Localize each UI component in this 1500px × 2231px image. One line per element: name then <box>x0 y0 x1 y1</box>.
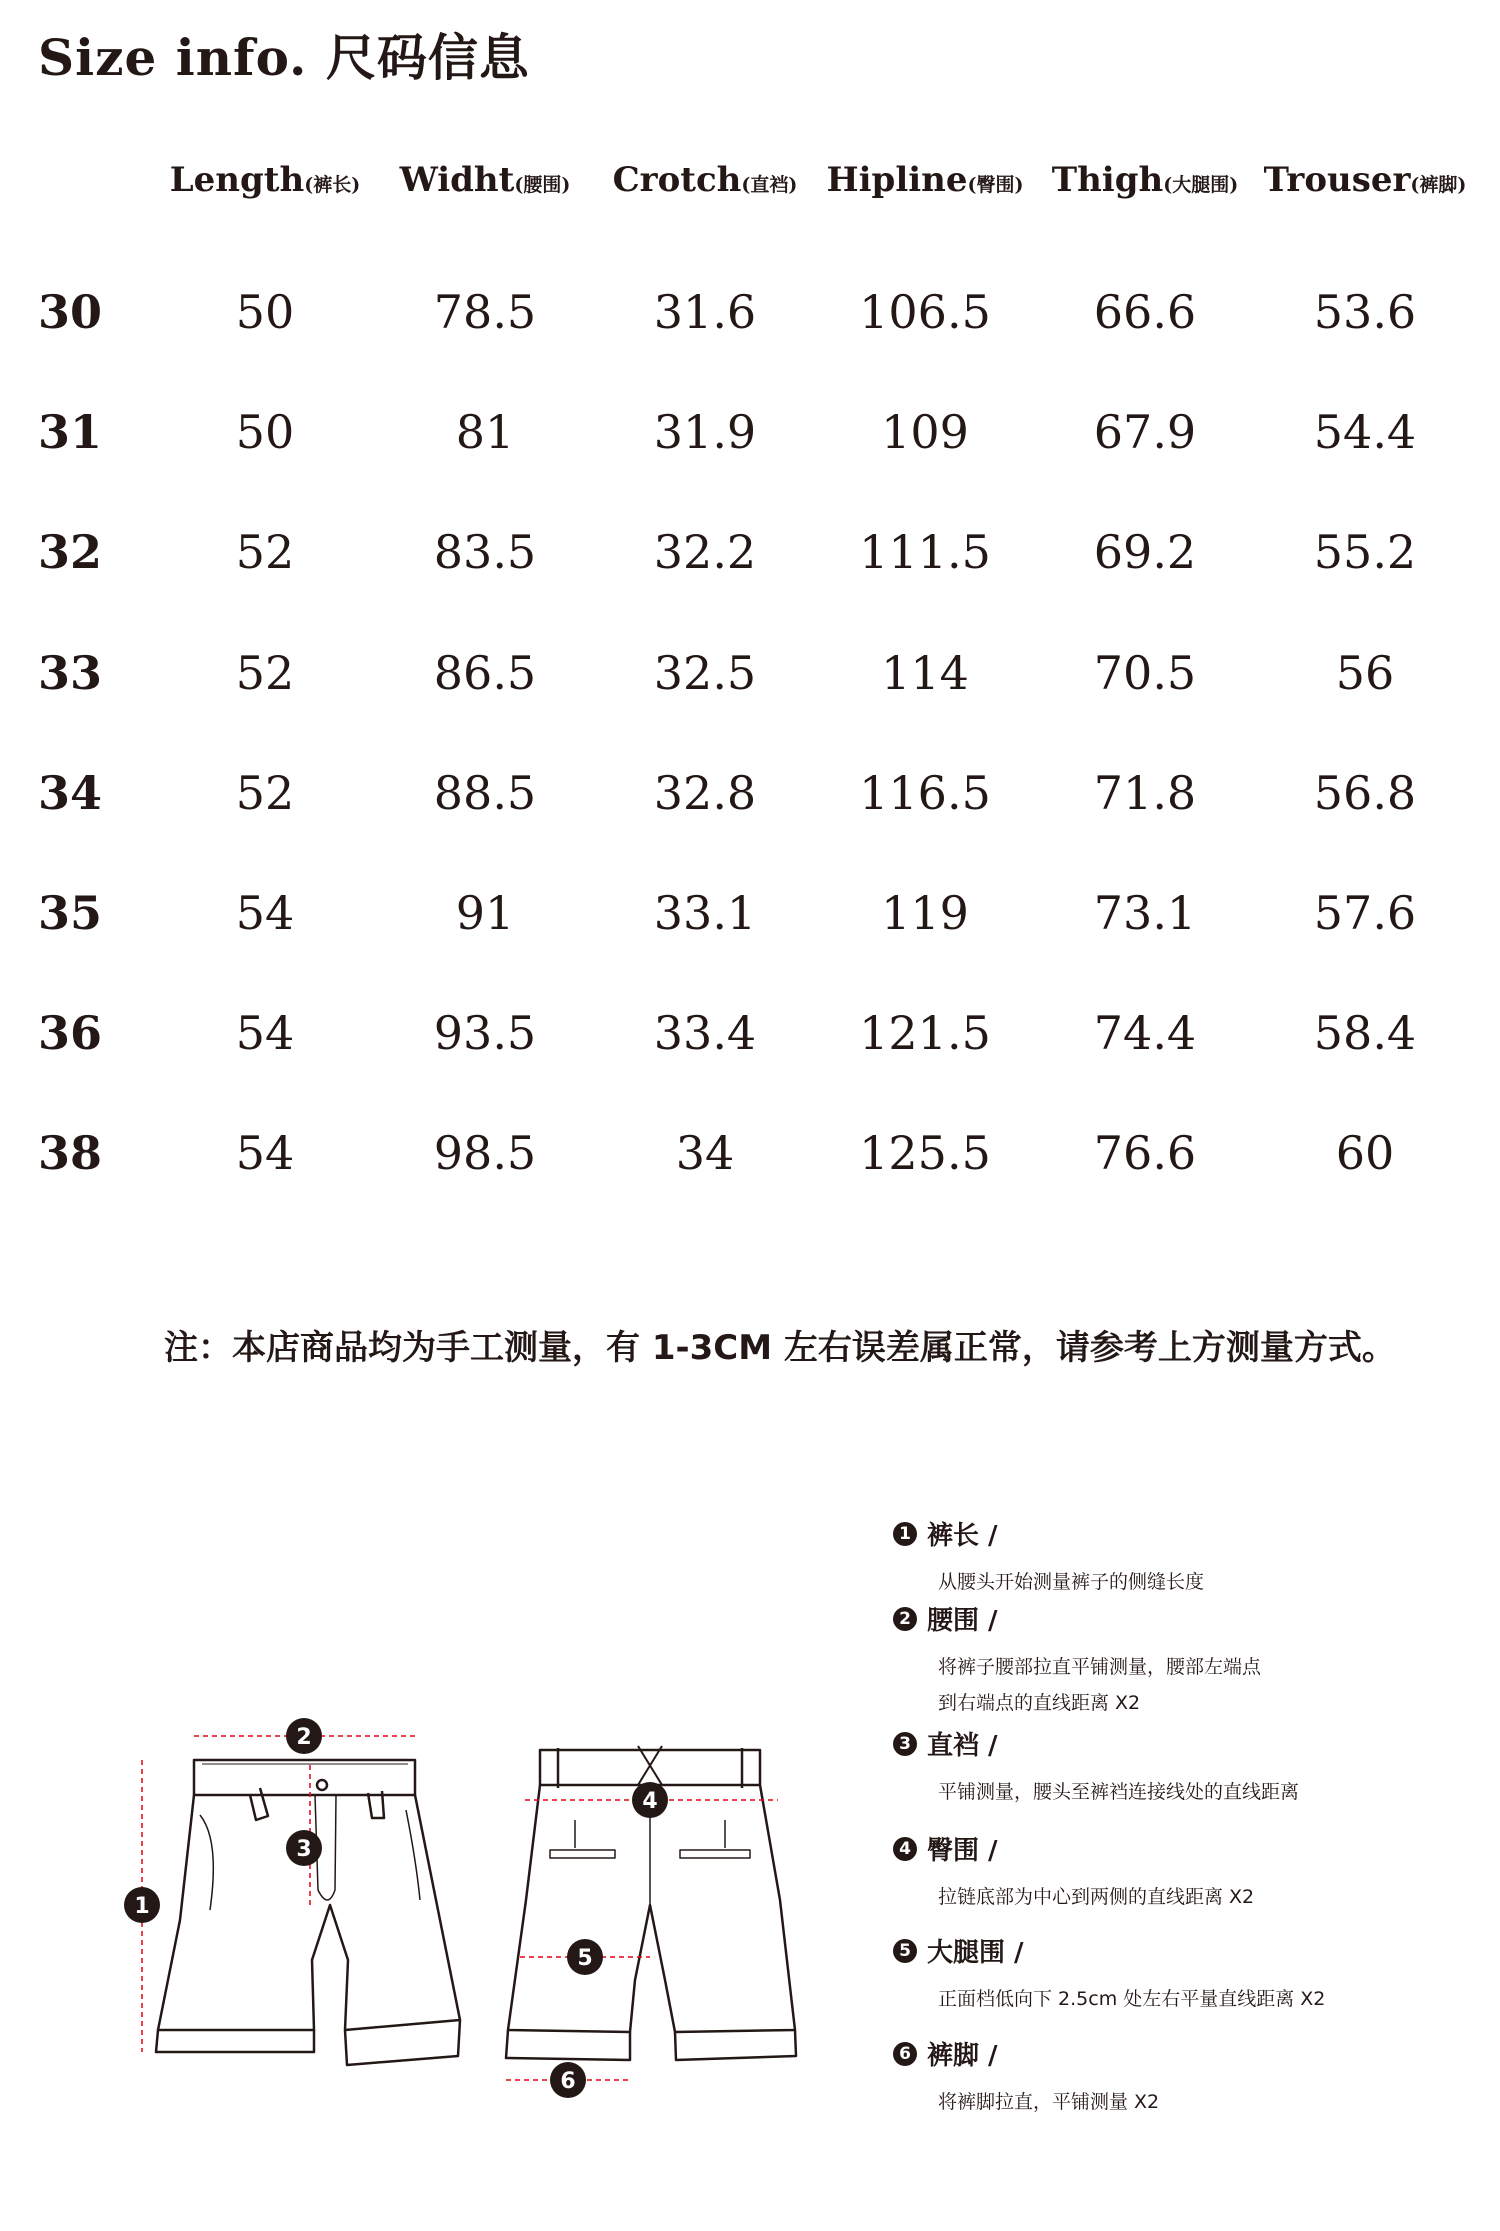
legend-heading <box>893 2035 1159 2072</box>
table-cell: 70.5 <box>1093 646 1197 700</box>
legend-description <box>938 1649 1261 1721</box>
legend-heading <box>893 1830 1254 1867</box>
table-cell: 109 <box>881 405 969 459</box>
measure-marker-5 <box>567 1939 603 1975</box>
table-cell: 55.2 <box>1313 525 1417 579</box>
legend-title: 直裆 / <box>927 1731 998 1761</box>
column-header-cn: (腰围) <box>514 174 571 196</box>
legend-title: 臀围 / <box>927 1836 998 1866</box>
column-header <box>155 160 375 200</box>
table-cell: 33.1 <box>653 886 757 940</box>
legend-description <box>938 1879 1254 1915</box>
column-header-en: Trouser <box>1263 160 1411 200</box>
legend-description <box>938 1564 1204 1600</box>
table-cell: 54.4 <box>1313 405 1417 459</box>
legend-description-line: 从腰头开始测量裤子的侧缝长度 <box>938 1571 1205 1593</box>
table-cell: 31.9 <box>653 405 757 459</box>
legend-number-badge: 5 <box>893 1939 917 1963</box>
table-cell: 32.2 <box>653 525 757 579</box>
column-header-en: Length <box>169 160 305 200</box>
table-cell: 74.4 <box>1093 1006 1197 1060</box>
table-cell: 34 <box>675 1126 735 1180</box>
legend-item <box>893 1600 1261 1721</box>
column-header <box>1035 160 1255 200</box>
table-cell: 93.5 <box>433 1006 537 1060</box>
legend-description <box>938 1981 1325 2017</box>
svg-text:2: 2 <box>296 1725 312 1750</box>
table-cell: 121.5 <box>859 1006 991 1060</box>
column-header <box>375 160 595 200</box>
size-label: 30 <box>38 285 103 339</box>
table-cell: 98.5 <box>433 1126 537 1180</box>
svg-text:5: 5 <box>577 1946 593 1971</box>
table-cell: 66.6 <box>1093 285 1197 339</box>
table-cell: 31.6 <box>653 285 757 339</box>
measure-marker-6 <box>550 2062 586 2098</box>
column-header-cn: (裤长) <box>304 174 361 196</box>
table-cell: 50 <box>235 285 295 339</box>
table-cell: 58.4 <box>1313 1006 1417 1060</box>
column-header-cn: (臀围) <box>967 174 1024 196</box>
legend-description-line: 平铺测量，腰头至裤裆连接线处的直线距离 <box>938 1781 1300 1803</box>
svg-text:1: 1 <box>134 1894 150 1919</box>
legend-heading <box>893 1725 1299 1762</box>
table-cell: 86.5 <box>433 646 537 700</box>
legend-number-badge: 2 <box>893 1607 917 1631</box>
legend-heading <box>893 1932 1325 1969</box>
legend-description <box>938 1774 1299 1810</box>
measure-marker-2 <box>286 1718 322 1754</box>
shorts-measurement-diagram <box>110 1660 930 2120</box>
table-cell: 50 <box>235 405 295 459</box>
legend-item <box>893 1932 1325 2017</box>
legend-title: 裤长 / <box>927 1521 998 1551</box>
table-cell: 56.8 <box>1313 766 1417 820</box>
measure-marker-1 <box>124 1887 160 1923</box>
svg-text:3: 3 <box>296 1837 312 1862</box>
measure-marker-3 <box>286 1830 322 1866</box>
table-cell: 33.4 <box>653 1006 757 1060</box>
table-cell: 69.2 <box>1093 525 1197 579</box>
legend-heading <box>893 1515 1204 1552</box>
legend-description-line: 将裤脚拉直，平铺测量 X2 <box>938 2091 1160 2113</box>
svg-text:4: 4 <box>642 1789 658 1814</box>
legend-description <box>938 2084 1159 2120</box>
legend-item <box>893 1725 1299 1810</box>
size-label: 31 <box>38 405 103 459</box>
legend-number-badge: 1 <box>893 1522 917 1546</box>
table-cell: 52 <box>235 766 295 820</box>
legend-description-line: 拉链底部为中心到两侧的直线距离 X2 <box>938 1886 1255 1908</box>
table-cell: 52 <box>235 646 295 700</box>
column-header <box>595 160 815 200</box>
column-header-en: Crotch <box>612 160 742 200</box>
table-cell: 116.5 <box>859 766 991 820</box>
table-cell: 106.5 <box>859 285 991 339</box>
legend-item <box>893 1830 1254 1915</box>
front-shorts-icon <box>156 1760 460 2065</box>
legend-title: 腰围 / <box>927 1606 998 1636</box>
column-header <box>815 160 1035 200</box>
legend-item <box>893 2035 1159 2120</box>
legend-description-line: 到右端点的直线距离 X2 <box>938 1692 1141 1714</box>
column-header-cn: (裤脚) <box>1410 174 1467 196</box>
table-cell: 81 <box>455 405 515 459</box>
column-header-cn: (直裆) <box>741 174 798 196</box>
page-title: Size info. 尺码信息 <box>38 28 530 87</box>
table-cell: 91 <box>455 886 515 940</box>
size-label: 36 <box>38 1006 103 1060</box>
table-cell: 60 <box>1335 1126 1395 1180</box>
table-cell: 53.6 <box>1313 285 1417 339</box>
legend-title: 裤脚 / <box>927 2041 998 2071</box>
column-header <box>1255 160 1475 200</box>
table-cell: 32.5 <box>653 646 757 700</box>
table-cell: 32.8 <box>653 766 757 820</box>
measurement-note: 注：本店商品均为手工测量，有 1-3CM 左右误差属正常，请参考上方测量方式。 <box>164 1328 1396 1368</box>
size-label: 34 <box>38 766 103 820</box>
legend-title: 大腿围 / <box>927 1938 1024 1968</box>
legend-description-line: 将裤子腰部拉直平铺测量，腰部左端点 <box>938 1656 1262 1678</box>
table-cell: 54 <box>235 1006 295 1060</box>
table-cell: 78.5 <box>433 285 537 339</box>
table-cell: 88.5 <box>433 766 537 820</box>
table-cell: 125.5 <box>859 1126 991 1180</box>
legend-number-badge: 4 <box>893 1837 917 1861</box>
table-cell: 52 <box>235 525 295 579</box>
table-cell: 114 <box>881 646 969 700</box>
column-header-en: Widht <box>399 160 515 200</box>
size-label: 35 <box>38 886 103 940</box>
column-header-en: Hipline <box>826 160 968 200</box>
table-cell: 56 <box>1335 646 1395 700</box>
table-cell: 76.6 <box>1093 1126 1197 1180</box>
table-cell: 119 <box>881 886 969 940</box>
legend-heading <box>893 1600 1261 1637</box>
column-header-en: Thigh <box>1051 160 1164 200</box>
diagram-markers <box>124 1718 668 2098</box>
column-header-cn: (大腿围) <box>1163 174 1239 196</box>
legend-number-badge: 3 <box>893 1732 917 1756</box>
table-cell: 73.1 <box>1093 886 1197 940</box>
table-cell: 67.9 <box>1093 405 1197 459</box>
table-cell: 57.6 <box>1313 886 1417 940</box>
table-cell: 54 <box>235 1126 295 1180</box>
measure-marker-4 <box>632 1782 668 1818</box>
table-cell: 83.5 <box>433 525 537 579</box>
svg-text:6: 6 <box>560 2069 576 2094</box>
legend-description-line: 正面档低向下 2.5cm 处左右平量直线距离 X2 <box>938 1988 1326 2010</box>
table-cell: 111.5 <box>859 525 991 579</box>
legend-item <box>893 1515 1204 1600</box>
table-cell: 54 <box>235 886 295 940</box>
legend-number-badge: 6 <box>893 2042 917 2066</box>
size-label: 33 <box>38 646 103 700</box>
table-cell: 71.8 <box>1093 766 1197 820</box>
size-label: 38 <box>38 1126 103 1180</box>
size-label: 32 <box>38 525 103 579</box>
